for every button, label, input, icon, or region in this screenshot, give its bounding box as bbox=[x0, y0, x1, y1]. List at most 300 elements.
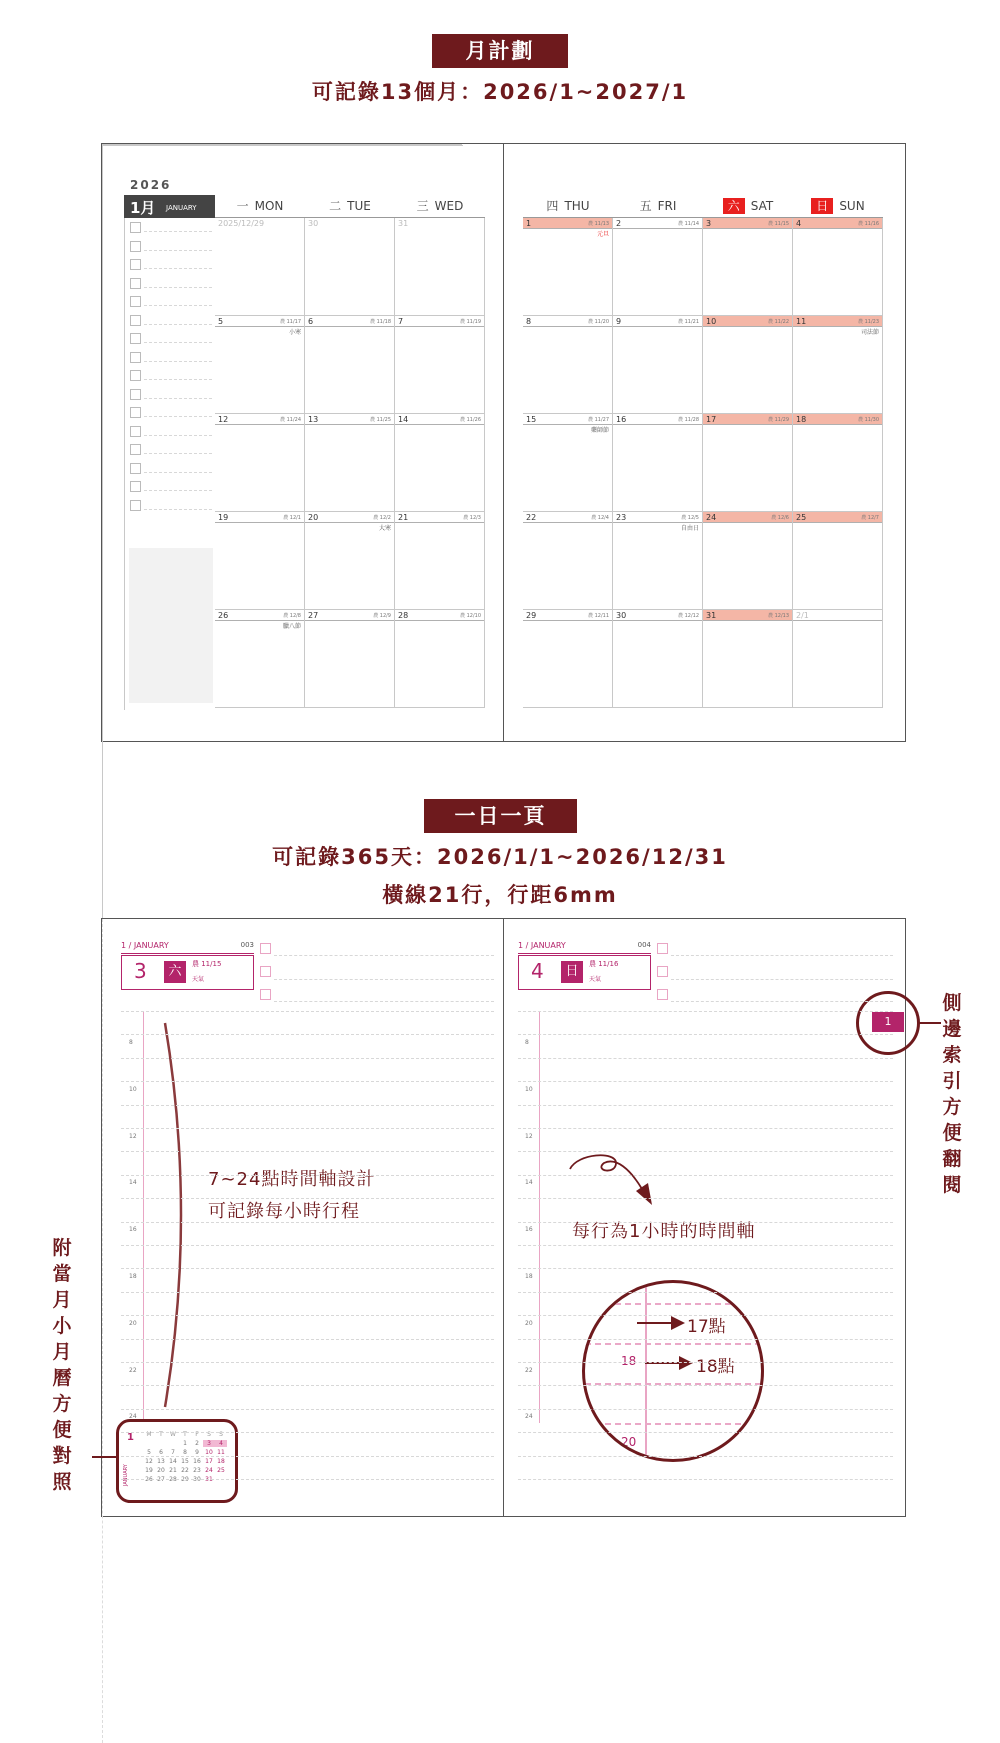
todo-checkbox[interactable] bbox=[130, 241, 141, 252]
section-tag-monthly: 月計劃 bbox=[432, 34, 568, 68]
todo-checkbox[interactable] bbox=[130, 352, 141, 363]
daily-checkbox[interactable] bbox=[260, 943, 271, 954]
mini-cal-day: 20 bbox=[157, 1467, 165, 1474]
holiday-label: 臘八節 bbox=[282, 623, 301, 630]
daily-left-day: 3 bbox=[134, 959, 147, 983]
mini-cal-weekday: S bbox=[207, 1431, 211, 1438]
todo-line bbox=[144, 453, 212, 454]
lunar-date: 農 12/1 bbox=[283, 515, 301, 521]
side-index-text bbox=[940, 990, 964, 1198]
weekday-header-sat bbox=[703, 195, 793, 218]
todo-checkbox[interactable] bbox=[130, 259, 141, 270]
ruled-line bbox=[121, 1315, 494, 1316]
mini-cal-day: 26 bbox=[145, 1476, 153, 1483]
arrow-17 bbox=[637, 1315, 687, 1331]
day-number: 16 bbox=[616, 415, 627, 424]
day-cell[interactable] bbox=[703, 414, 793, 512]
lunar-date: 農 11/19 bbox=[460, 319, 481, 325]
day-cell[interactable] bbox=[395, 512, 485, 610]
ruled-line bbox=[518, 1315, 893, 1316]
daily-right-header bbox=[518, 941, 651, 954]
ruled-line bbox=[121, 1245, 494, 1246]
monthly-spread bbox=[101, 143, 906, 742]
day-cell[interactable] bbox=[305, 414, 395, 512]
weekday-header-en: FRI bbox=[657, 199, 677, 213]
todo-checkbox[interactable] bbox=[130, 222, 141, 233]
mini-cal-day: 12 bbox=[145, 1458, 153, 1465]
day-number: 10 bbox=[706, 317, 717, 326]
lunar-date: 農 11/26 bbox=[460, 417, 481, 423]
day-cell[interactable] bbox=[523, 218, 613, 316]
todo-checkbox[interactable] bbox=[130, 315, 141, 326]
mini-cal-day: 25 bbox=[217, 1467, 225, 1474]
ruled-line bbox=[518, 1151, 893, 1152]
vtext-char: 對 bbox=[52, 1445, 72, 1467]
day-cell[interactable] bbox=[215, 218, 305, 316]
section-tag-daily: 一日一頁 bbox=[424, 799, 577, 833]
hour-label: 12 bbox=[525, 1132, 533, 1140]
hour-label: 8 bbox=[129, 1039, 133, 1046]
mini-cal-day: 21 bbox=[169, 1467, 177, 1474]
todo-line bbox=[144, 398, 212, 399]
lunar-date: 農 11/20 bbox=[588, 319, 609, 325]
header-line bbox=[671, 979, 893, 980]
hour-label: 10 bbox=[525, 1085, 533, 1093]
day-cell[interactable] bbox=[703, 218, 793, 316]
vtext-char: 便 bbox=[942, 1122, 962, 1144]
anno-18: 18點 bbox=[696, 1357, 735, 1377]
daily-right-day: 4 bbox=[531, 959, 544, 983]
day-cell[interactable] bbox=[395, 316, 485, 414]
daily-right-datebox bbox=[518, 955, 651, 990]
todo-line bbox=[144, 268, 212, 269]
lunar-date: 農 12/11 bbox=[588, 613, 609, 619]
ruled-line bbox=[121, 1011, 494, 1012]
vtext-char: 附 bbox=[52, 1237, 72, 1259]
daily-spine bbox=[503, 919, 504, 1516]
day-number: 24 bbox=[706, 513, 717, 522]
day-number: 22 bbox=[526, 513, 537, 522]
vtext-char: 邊 bbox=[942, 1018, 962, 1040]
mini-cal-day: 11 bbox=[217, 1449, 225, 1456]
day-number: 15 bbox=[526, 415, 537, 424]
day-cell[interactable] bbox=[523, 414, 613, 512]
todo-line bbox=[144, 305, 212, 306]
ruled-line bbox=[121, 1292, 494, 1293]
day-cell[interactable] bbox=[395, 610, 485, 708]
day-cell[interactable] bbox=[793, 316, 883, 414]
weekday-header-kanji: 五 bbox=[639, 199, 652, 213]
day-cell[interactable] bbox=[613, 316, 703, 414]
todo-line bbox=[144, 379, 212, 380]
mini-cal-day: 27 bbox=[157, 1476, 165, 1483]
hour-label: 24 bbox=[129, 1413, 137, 1421]
lunar-date: 農 12/7 bbox=[861, 515, 879, 521]
weekday-header-thu bbox=[523, 195, 613, 218]
lunar-date: 農 12/5 bbox=[681, 515, 699, 521]
day-cell[interactable] bbox=[215, 610, 305, 708]
day-number: 18 bbox=[796, 415, 807, 424]
mini-cal-day: 31 bbox=[205, 1476, 213, 1483]
ruled-line bbox=[518, 1479, 893, 1480]
todo-line bbox=[144, 490, 212, 491]
mini-cal-day: 14 bbox=[169, 1458, 177, 1465]
day-number: 8 bbox=[526, 317, 532, 326]
ruled-line bbox=[121, 1151, 494, 1152]
mini-cal-weekday: T bbox=[183, 1431, 187, 1438]
lunar-date: 農 11/18 bbox=[370, 319, 391, 325]
mini-cal-day: 30 bbox=[193, 1476, 201, 1483]
daily-checkbox[interactable] bbox=[260, 989, 271, 1000]
day-cell[interactable] bbox=[305, 316, 395, 414]
holiday-label: 藥師節 bbox=[590, 427, 609, 434]
day-number: 14 bbox=[398, 415, 409, 424]
day-cell[interactable] bbox=[703, 316, 793, 414]
vtext-char: 小 bbox=[52, 1315, 72, 1337]
day-number: 25 bbox=[796, 513, 807, 522]
mini-cal-day: 9 bbox=[195, 1449, 199, 1456]
vtext-char: 月 bbox=[52, 1341, 72, 1363]
ruled-line bbox=[121, 1128, 494, 1129]
day-number: 2 bbox=[616, 219, 622, 228]
ruled-line bbox=[121, 1432, 494, 1433]
todo-checkbox[interactable] bbox=[130, 481, 141, 492]
weekday-header-kanji: 日 bbox=[811, 198, 833, 214]
lunar-date: 農 11/22 bbox=[768, 319, 789, 325]
mini-cal-day: 22 bbox=[181, 1467, 189, 1474]
ruled-line bbox=[121, 1105, 494, 1106]
todo-line bbox=[144, 472, 212, 473]
vtext-char: 翻 bbox=[942, 1148, 962, 1170]
month-badge bbox=[124, 195, 215, 218]
todo-line bbox=[144, 231, 212, 232]
day-number: 3 bbox=[706, 219, 712, 228]
ruled-line bbox=[518, 1081, 893, 1082]
lunar-date: 農 11/24 bbox=[280, 417, 301, 423]
day-number: 31 bbox=[706, 611, 717, 620]
vtext-char: 側 bbox=[942, 992, 962, 1014]
ruled-line bbox=[121, 1058, 494, 1059]
hour-label: 10 bbox=[129, 1085, 137, 1093]
lunar-date: 農 11/15 bbox=[768, 221, 789, 227]
day-cell[interactable] bbox=[793, 414, 883, 512]
hour-label: 18 bbox=[525, 1273, 533, 1280]
anno-timeline-1: 7~24點時間軸設計 bbox=[208, 1169, 376, 1190]
day-cell[interactable] bbox=[703, 512, 793, 610]
vtext-char: 曆 bbox=[52, 1367, 72, 1389]
ruled-line bbox=[518, 1339, 893, 1340]
mini-cal-day: 8 bbox=[183, 1449, 187, 1456]
holiday-label: 元旦 bbox=[596, 231, 609, 238]
anno-per-row: 每行為1小時的時間軸 bbox=[572, 1221, 756, 1242]
lunar-date: 農 12/9 bbox=[373, 613, 391, 619]
header-line bbox=[274, 1001, 494, 1002]
zoom-line bbox=[585, 1343, 761, 1345]
mini-cal-month-num: 1 bbox=[127, 1432, 134, 1443]
left-grid-top bbox=[102, 145, 463, 146]
day-number: 1 bbox=[526, 219, 532, 228]
todo-checkbox[interactable] bbox=[130, 426, 141, 437]
vtext-char: 照 bbox=[52, 1471, 72, 1493]
day-cell[interactable] bbox=[703, 610, 793, 708]
ruled-line bbox=[518, 1409, 893, 1410]
lunar-date: 農 12/8 bbox=[283, 613, 301, 619]
todo-checkbox[interactable] bbox=[130, 296, 141, 307]
lunar-date: 農 11/17 bbox=[280, 319, 301, 325]
arrow-18 bbox=[645, 1355, 695, 1371]
day-number: 2/1 bbox=[796, 611, 809, 620]
daily-right-weekday: 日 bbox=[561, 961, 583, 983]
mini-cal-day: 23 bbox=[193, 1467, 201, 1474]
day-cell[interactable] bbox=[305, 610, 395, 708]
daily-right-month: 1 / JANUARY bbox=[518, 941, 566, 950]
lunar-date: 農 11/30 bbox=[858, 417, 879, 423]
day-number: 30 bbox=[616, 611, 627, 620]
daily-left-weather: 天氣 bbox=[192, 976, 205, 983]
day-cell[interactable] bbox=[613, 218, 703, 316]
todo-line bbox=[144, 324, 212, 325]
ruled-line bbox=[518, 1011, 893, 1012]
vtext-char: 引 bbox=[942, 1070, 962, 1092]
day-number: 21 bbox=[398, 513, 409, 522]
left-grid-edge bbox=[102, 146, 103, 661]
mini-cal-day: 18 bbox=[217, 1458, 225, 1465]
todo-checkbox[interactable] bbox=[130, 444, 141, 455]
day-cell[interactable] bbox=[305, 218, 395, 316]
mini-cal-day: 7 bbox=[171, 1449, 175, 1456]
mini-cal-weekday: F bbox=[195, 1431, 199, 1438]
mini-cal-day: 28 bbox=[169, 1476, 177, 1483]
vtext-char: 方 bbox=[942, 1096, 962, 1118]
day-cell[interactable] bbox=[395, 414, 485, 512]
ruled-line bbox=[121, 1339, 494, 1340]
day-number: 29 bbox=[526, 611, 537, 620]
todo-notes-box bbox=[129, 548, 213, 703]
vtext-char: 閱 bbox=[942, 1174, 962, 1196]
lunar-date: 農 12/12 bbox=[678, 613, 699, 619]
mini-cal-day: 1 bbox=[183, 1440, 187, 1447]
curly-arrow bbox=[564, 1149, 660, 1211]
mini-cal-day: 16 bbox=[193, 1458, 201, 1465]
zoom-hour-20: 20 bbox=[621, 1435, 637, 1449]
todo-checkbox[interactable] bbox=[130, 389, 141, 400]
mini-cal-day: 13 bbox=[157, 1458, 165, 1465]
hour-label: 20 bbox=[525, 1319, 533, 1327]
day-cell[interactable] bbox=[793, 218, 883, 316]
zoom-circle bbox=[582, 1280, 764, 1462]
todo-checkbox[interactable] bbox=[130, 278, 141, 289]
spread-spine bbox=[503, 144, 504, 741]
hour-label: 18 bbox=[129, 1273, 137, 1280]
daily-checkbox[interactable] bbox=[657, 943, 668, 954]
lunar-date: 農 11/25 bbox=[370, 417, 391, 423]
todo-checkbox[interactable] bbox=[130, 333, 141, 344]
todo-checkbox[interactable] bbox=[130, 463, 141, 474]
day-number: 20 bbox=[308, 513, 319, 522]
index-connector bbox=[917, 1022, 941, 1024]
zoom-line bbox=[585, 1423, 761, 1425]
hour-label: 16 bbox=[525, 1226, 533, 1234]
ruled-line bbox=[121, 1362, 494, 1363]
ruled-line bbox=[518, 1456, 893, 1457]
weekday-header-sun bbox=[793, 195, 883, 218]
ruled-line bbox=[518, 1105, 893, 1106]
weekday-header-mon bbox=[215, 195, 305, 218]
ruled-line bbox=[518, 1175, 893, 1176]
weekday-header-fri bbox=[613, 195, 703, 218]
daily-checkbox[interactable] bbox=[657, 966, 668, 977]
weekday-header-en: SAT bbox=[750, 199, 774, 213]
day-number: 6 bbox=[308, 317, 314, 326]
todo-line bbox=[144, 342, 212, 343]
notes-divider bbox=[102, 1331, 103, 1743]
day-cell[interactable] bbox=[215, 316, 305, 414]
weekday-header-en: MON bbox=[254, 199, 284, 213]
day-cell[interactable] bbox=[793, 512, 883, 610]
ruled-line bbox=[121, 1456, 494, 1457]
ruled-line bbox=[518, 1034, 893, 1035]
daily-checkbox[interactable] bbox=[657, 989, 668, 1000]
ruled-line bbox=[121, 1479, 494, 1480]
mini-cal-weekday: T bbox=[159, 1431, 163, 1438]
todo-checkbox[interactable] bbox=[130, 500, 141, 511]
daily-right-weather: 天氣 bbox=[589, 976, 602, 983]
day-number: 5 bbox=[218, 317, 224, 326]
day-number: 7 bbox=[398, 317, 404, 326]
lunar-date: 農 11/21 bbox=[678, 319, 699, 325]
header-line bbox=[671, 1001, 893, 1002]
daily-right-lunar: 農 11/16 bbox=[589, 960, 619, 968]
day-cell[interactable] bbox=[523, 610, 613, 708]
hour-label: 24 bbox=[525, 1413, 533, 1421]
mini-cal-day: 6 bbox=[159, 1449, 163, 1456]
ruled-line bbox=[121, 1222, 494, 1223]
daily-checkbox[interactable] bbox=[260, 966, 271, 977]
hour-label: 22 bbox=[525, 1366, 533, 1374]
day-number: 30 bbox=[308, 219, 319, 228]
hour-label: 20 bbox=[129, 1319, 137, 1327]
todo-line bbox=[144, 287, 212, 288]
index-tab[interactable]: 1 bbox=[872, 1012, 904, 1032]
mini-cal-day: 3 bbox=[203, 1440, 215, 1447]
day-number: 23 bbox=[616, 513, 627, 522]
lunar-date: 農 11/13 bbox=[588, 221, 609, 227]
year-label: 2026 bbox=[130, 178, 172, 192]
mini-cal-day: 2 bbox=[195, 1440, 199, 1447]
anno-17: 17點 bbox=[687, 1317, 726, 1337]
holiday-label: 大寒 bbox=[378, 525, 391, 532]
lunar-date: 農 11/16 bbox=[858, 221, 879, 227]
day-number: 17 bbox=[706, 415, 717, 424]
hour-label: 12 bbox=[129, 1132, 137, 1140]
mini-cal-day: 19 bbox=[145, 1467, 153, 1474]
mini-cal-day: 24 bbox=[205, 1467, 213, 1474]
holiday-label: 司法節 bbox=[860, 329, 879, 336]
todo-line bbox=[144, 509, 212, 510]
ruled-line bbox=[518, 1198, 893, 1199]
timeline-brace bbox=[157, 1019, 197, 1411]
header-line bbox=[671, 955, 893, 956]
lunar-date: 農 12/4 bbox=[591, 515, 609, 521]
daily-left-header bbox=[121, 941, 254, 954]
mini-cal-day: 29 bbox=[181, 1476, 189, 1483]
lunar-date: 農 12/6 bbox=[771, 515, 789, 521]
weekday-header-kanji: 二 bbox=[329, 199, 342, 213]
month-badge-label: 1月 bbox=[130, 199, 156, 217]
day-cell[interactable] bbox=[523, 512, 613, 610]
zoom-hour-18: 18 bbox=[621, 1354, 637, 1368]
ruled-line bbox=[121, 1409, 494, 1410]
daily-left-weekday: 六 bbox=[164, 961, 186, 983]
mini-cal-month-en: JANUARY bbox=[123, 1464, 129, 1486]
todo-checkbox[interactable] bbox=[130, 370, 141, 381]
todo-checkbox[interactable] bbox=[130, 407, 141, 418]
daily-spread bbox=[101, 918, 906, 1517]
header-line bbox=[274, 955, 494, 956]
hour-label: 8 bbox=[525, 1039, 529, 1046]
weekday-header-kanji: 六 bbox=[723, 198, 745, 214]
monthly-subtitle: 可記錄13個月：2026/1~2027/1 bbox=[311, 80, 689, 104]
mini-cal-day: 4 bbox=[215, 1440, 227, 1447]
day-number: 28 bbox=[398, 611, 409, 620]
hour-label: 16 bbox=[129, 1226, 137, 1234]
vtext-char: 當 bbox=[52, 1263, 72, 1285]
ruled-line bbox=[518, 1362, 893, 1363]
weekday-header-kanji: 一 bbox=[236, 199, 249, 213]
hour-label: 14 bbox=[525, 1179, 533, 1187]
lunar-date: 農 11/28 bbox=[678, 417, 699, 423]
daily-subtitle-2: 橫線21行，行距6mm bbox=[382, 883, 618, 907]
ruled-line bbox=[121, 1034, 494, 1035]
ruled-line bbox=[518, 1268, 893, 1269]
mini-cal-day: 15 bbox=[181, 1458, 189, 1465]
ruled-line bbox=[121, 1198, 494, 1199]
day-cell[interactable] bbox=[793, 610, 883, 708]
todo-line bbox=[144, 250, 212, 251]
lunar-date: 農 12/3 bbox=[463, 515, 481, 521]
day-number: 13 bbox=[308, 415, 319, 424]
day-cell[interactable] bbox=[215, 512, 305, 610]
day-number: 27 bbox=[308, 611, 319, 620]
vtext-char: 便 bbox=[52, 1419, 72, 1441]
vtext-char: 月 bbox=[52, 1289, 72, 1311]
day-number: 31 bbox=[398, 219, 409, 228]
ruled-line bbox=[518, 1128, 893, 1129]
day-cell[interactable] bbox=[305, 512, 395, 610]
day-cell[interactable] bbox=[395, 218, 485, 316]
lunar-date: 農 12/2 bbox=[373, 515, 391, 521]
anno-timeline-2: 可記錄每小時行程 bbox=[208, 1201, 360, 1222]
weekday-header-tue bbox=[305, 195, 395, 218]
weekday-header-en: TUE bbox=[347, 199, 371, 213]
day-number: 12 bbox=[218, 415, 229, 424]
day-number: 11 bbox=[796, 317, 807, 326]
day-cell[interactable] bbox=[613, 414, 703, 512]
mini-cal-day: 5 bbox=[147, 1449, 151, 1456]
ruled-line bbox=[518, 1222, 893, 1223]
month-badge-en: JANUARY bbox=[166, 204, 197, 212]
holiday-label: 自由日 bbox=[680, 525, 699, 532]
day-cell[interactable] bbox=[523, 316, 613, 414]
daily-left-datebox bbox=[121, 955, 254, 990]
day-cell[interactable] bbox=[613, 512, 703, 610]
hour-label: 22 bbox=[129, 1366, 137, 1374]
ruled-line bbox=[518, 1245, 893, 1246]
day-cell[interactable] bbox=[613, 610, 703, 708]
lunar-date: 農 11/29 bbox=[768, 417, 789, 423]
day-cell[interactable] bbox=[215, 414, 305, 512]
todo-line bbox=[144, 361, 212, 362]
